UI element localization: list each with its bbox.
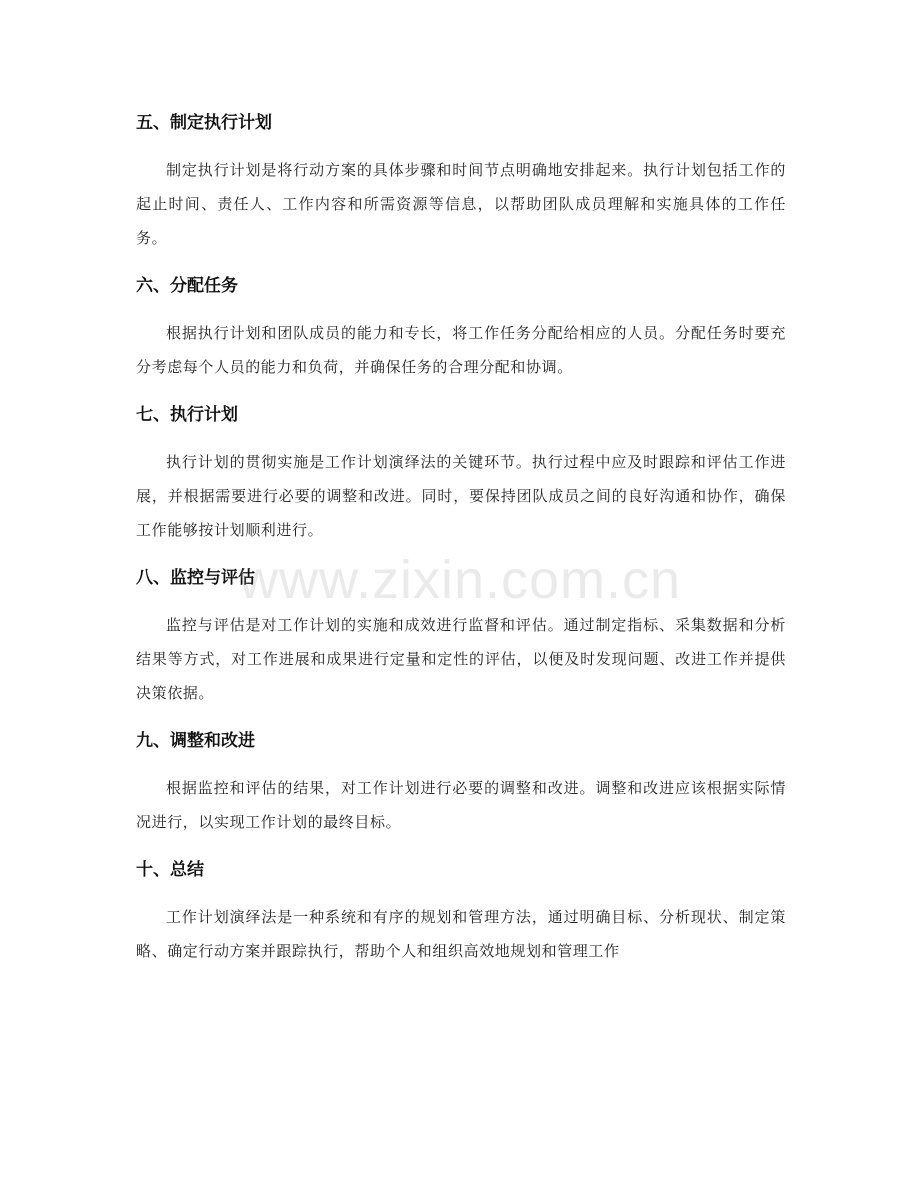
section-body-9: 根据监控和评估的结果，对工作计划进行必要的调整和改进。调整和改进应该根据实际情况进行，以实现工作计划的最终目标。: [136, 779, 786, 831]
document-content: [136, 103, 786, 979]
section-heading-9: 九、调整和改进: [136, 731, 255, 751]
section-heading-10: 十、总结: [136, 860, 204, 880]
section-body-8: 监控与评估是对工作计划的实施和成效进行监督和评估。通过制定指标、采集数据和分析结果等方式，对工作进展和成果进行定量和定性的评估，以便及时发现问题、改进工作并提供决策依据。: [136, 616, 786, 702]
section-body-7: 执行计划的贯彻实施是工作计划演绎法的关键环节。执行过程中应及时跟踪和评估工作进展，并根据需要进行必要的调整和改进。同时，要保持团队成员之间的良好沟通和协作，确保工作能够按计划顺利进行。: [136, 453, 786, 539]
section-body-10: 工作计划演绎法是一种系统和有序的规划和管理方法，通过明确目标、分析现状、制定策略、确定行动方案并跟踪执行，帮助个人和组织高效地规划和管理工作: [136, 908, 786, 960]
section-body-6: 根据执行计划和团队成员的能力和专长，将工作任务分配给相应的人员。分配任务时要充分考虑每个人员的能力和负荷，并确保任务的合理分配和协调。: [136, 324, 786, 376]
section-heading-7: 七、执行计划: [136, 405, 238, 425]
section-body-5: 制定执行计划是将行动方案的具体步骤和时间节点明确地安排起来。执行计划包括工作的起止时间、责任人、工作内容和所需资源等信息，以帮助团队成员理解和实施具体的工作任务。: [136, 161, 786, 247]
section-heading-6: 六、分配任务: [136, 276, 238, 296]
watermark-text: www.zixin.com.cn: [238, 550, 682, 610]
section-heading-5: 五、制定执行计划: [136, 113, 272, 133]
section-heading-8: 八、监控与评估: [136, 568, 255, 588]
